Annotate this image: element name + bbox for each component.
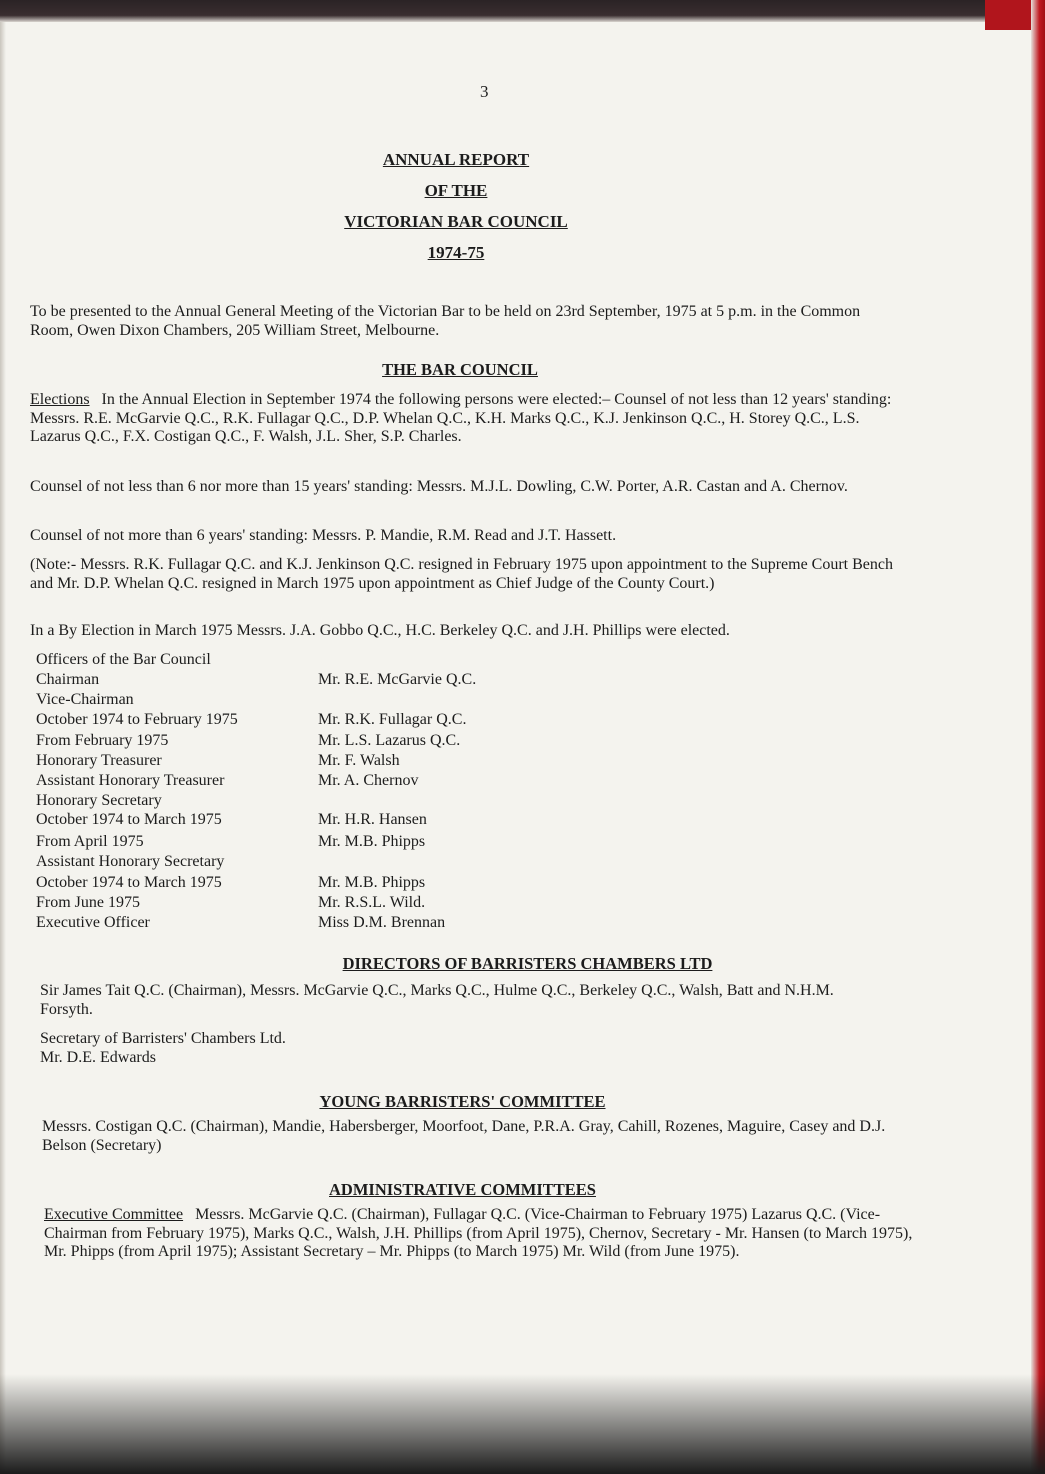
report-title-line-2: OF THE — [424, 181, 488, 200]
elections-text: In the Annual Election in September 1974 the following persons were elected:– Counsel of not less than 12 years' standing: Messrs. R.E. McGarvie Q.C., R.K. Fullagar Q.C., D.P. Whelan Q.C., K.H. Marks Q.C., K.J. Jenkinson Q.C., H. Storey Q.C., L.S. Lazarus Q.C., F.X. Costigan Q.C., F. Walsh, J.L. Sher, S.P. Charles. — [30, 391, 892, 445]
directors-heading: DIRECTORS OF BARRISTERS CHAMBERS LTD — [342, 954, 713, 973]
officer-label: From February 1975 — [36, 732, 169, 749]
scan-left-shadow — [0, 22, 6, 1474]
officer-label: Honorary Secretary — [36, 792, 162, 809]
officer-name: Mr. R.S.L. Wild. — [318, 894, 426, 911]
officer-name: Mr. H.R. Hansen — [318, 811, 427, 828]
officer-label: Officers of the Bar Council — [36, 651, 211, 668]
officer-label: Assistant Honorary Secretary — [36, 853, 225, 870]
officer-name: Miss D.M. Brennan — [318, 914, 446, 931]
admin-committees-heading: ADMINISTRATIVE COMMITTEES — [329, 1180, 596, 1199]
officer-label: October 1974 to February 1975 — [36, 711, 238, 728]
young-barristers-paragraph: Messrs. Costigan Q.C. (Chairman), Mandie, Habersberger, Moorfoot, Dane, P.R.A. Gray, Cahill, Rozenes, Maguire, Casey and D.J. Belson (Secretary) — [42, 1118, 886, 1154]
officer-label: Honorary Treasurer — [36, 752, 162, 769]
young-barristers-heading: YOUNG BARRISTERS' COMMITTEE — [319, 1092, 606, 1111]
elections-paragraph — [30, 391, 905, 447]
directors-paragraph: Sir James Tait Q.C. (Chairman), Messrs. McGarvie Q.C., Marks Q.C., Hulme Q.C., Berkeley Q.C., Walsh, Batt and N.H.M. Forsyth. — [40, 982, 834, 1018]
executive-committee-text: Messrs. McGarvie Q.C. (Chairman), Fullagar Q.C. (Vice-Chairman to February 1975) Lazarus Q.C. (Vice-Chairman from February 1975), Marks Q.C., Walsh, J.H. Phillips (from April 1975), Chernov, Secretary - Mr. Hansen (to March 1975), Mr. Phipps (from April 1975); Assistant Secretary – Mr. Phipps (to March 1975) Mr. Wild (from June 1975). — [44, 1206, 913, 1260]
officer-label: Assistant Honorary Treasurer — [36, 772, 225, 789]
officer-label: October 1974 to March 1975 — [36, 811, 222, 828]
officer-name: Mr. M.B. Phipps — [318, 874, 426, 891]
page-number: 3 — [480, 82, 489, 101]
elections-label: Elections — [30, 391, 90, 408]
executive-committee-paragraph — [44, 1206, 914, 1262]
officer-name: Mr. L.S. Lazarus Q.C. — [318, 732, 461, 749]
officer-name: Mr. M.B. Phipps — [318, 833, 426, 850]
officer-name: Mr. F. Walsh — [318, 752, 400, 769]
officer-label: From June 1975 — [36, 894, 140, 911]
officer-label: Vice-Chairman — [36, 691, 134, 708]
officer-name: Mr. R.E. McGarvie Q.C. — [318, 671, 477, 688]
officer-label: Chairman — [36, 671, 100, 688]
resignation-note: (Note:- Messrs. R.K. Fullagar Q.C. and K.J. Jenkinson Q.C. resigned in February 1975 upon appointment to the Supreme Court Bench and Mr. D.P. Whelan Q.C. resigned in March 1975 upon appointment as Chief Judge of the County Court.) — [30, 556, 893, 592]
counsel-6-15-years: Counsel of not less than 6 nor more than 15 years' standing: Messrs. M.J.L. Dowling, C.W. Porter, A.R. Castan and A. Chernov. — [30, 478, 848, 495]
executive-committee-label: Executive Committee — [44, 1206, 184, 1223]
report-title-line-4: 1974-75 — [427, 243, 485, 262]
report-title-line-1: ANNUAL REPORT — [382, 150, 530, 169]
officer-name: Mr. A. Chernov — [318, 772, 419, 789]
report-title-line-3: VICTORIAN BAR COUNCIL — [344, 212, 568, 231]
counsel-under-6-years: Counsel of not more than 6 years' standing: Messrs. P. Mandie, R.M. Read and J.T. Hassett. — [30, 527, 617, 544]
by-election-paragraph: In a By Election in March 1975 Messrs. J.A. Gobbo Q.C., H.C. Berkeley Q.C. and J.H. Phillips were elected. — [30, 622, 730, 639]
chambers-secretary-label: Secretary of Barristers' Chambers Ltd. — [40, 1030, 286, 1047]
intro-paragraph: To be presented to the Annual General Meeting of the Victorian Bar to be held on 23rd September, 1975 at 5 p.m. in the Common Room, Owen Dixon Chambers, 205 William Street, Melbourne. — [30, 303, 861, 339]
scan-bottom-shadow — [0, 1374, 1045, 1474]
officer-label: Executive Officer — [36, 914, 150, 931]
bar-council-heading: THE BAR COUNCIL — [382, 360, 538, 379]
scan-top-border — [0, 0, 1045, 22]
scan-right-border — [1031, 0, 1045, 1474]
chambers-secretary-name: Mr. D.E. Edwards — [40, 1049, 156, 1066]
officer-label: From April 1975 — [36, 833, 144, 850]
officer-label: October 1974 to March 1975 — [36, 874, 222, 891]
officer-name: Mr. R.K. Fullagar Q.C. — [318, 711, 467, 728]
